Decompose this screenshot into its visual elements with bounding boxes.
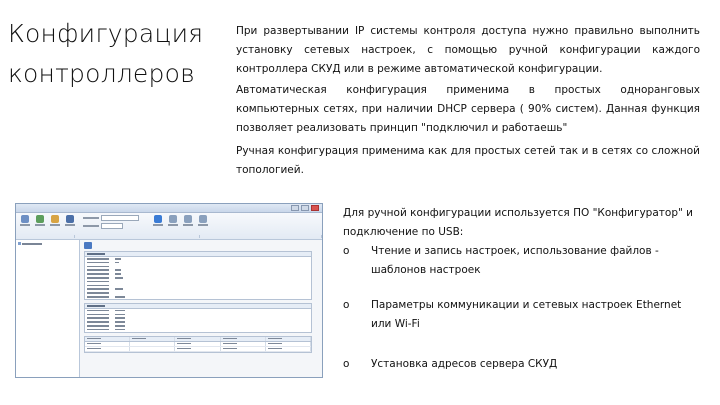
paragraph-auto-config: Автоматическая конфигурация применима в простых одноранговых компьютерных сетях, при наличии DHCP сервера ( 90% систем). Данная функция позволяет реализовать принцип "подключил и работаешь" (236, 84, 700, 134)
ribbon-search-icon (167, 215, 179, 226)
bullet-circle-icon: o (343, 245, 350, 257)
ribbon-groups (16, 235, 322, 238)
manual-config-intro: Для ручной конфигурации используется ПО "Конфигуратор" и подключение по USB: (343, 207, 693, 238)
list-item-text: Параметры коммуникации и сетевых настроек Ethernet или Wi-Fi (371, 299, 682, 330)
intro-text (236, 22, 700, 184)
configurator-app-screenshot (15, 203, 323, 378)
paragraph-network-setup: При развертывании IP системы контроля доступа нужно правильно выполнить установку сетевых настроек, с помощью ручной конфигурации каждого контроллера СКУД или в режиме автоматической конфигурации. (236, 25, 700, 75)
app-ribbon (16, 213, 322, 240)
ribbon-open-icon (49, 215, 61, 226)
list-item (343, 296, 703, 334)
device-tree (16, 240, 80, 378)
minimize-icon (291, 205, 299, 211)
panel-header (84, 242, 318, 249)
ribbon-fields (83, 215, 139, 229)
manual-config-section (343, 204, 703, 374)
ribbon-write-icon (34, 215, 46, 226)
list-item-text: Установка адресов сервера СКУД (371, 358, 558, 370)
device-info-group (84, 251, 312, 300)
ribbon-settings-icon (182, 215, 194, 226)
slide-title-line1: Конфигурация (8, 19, 204, 48)
server-table (84, 336, 312, 353)
ribbon-save-icon (64, 215, 76, 226)
bullet-circle-icon: o (343, 299, 350, 311)
device-tree-item (18, 242, 77, 245)
slide-title (8, 14, 208, 94)
paragraph-manual-config: Ручная конфигурация применима как для простых сетей так и в сетях со сложной топологией. (236, 145, 700, 176)
list-item (343, 242, 703, 280)
app-titlebar (16, 204, 322, 213)
close-icon (311, 205, 319, 211)
feature-list (343, 242, 703, 374)
settings-panel (80, 240, 322, 378)
ribbon-read-icon (19, 215, 31, 226)
app-content (16, 240, 322, 378)
slide-title-line2: контроллеров (8, 59, 195, 88)
list-item-text: Чтение и запись настроек, использование файлов - шаблонов настроек (371, 245, 659, 276)
ribbon-info-icon (197, 215, 209, 226)
ribbon-update-icon (152, 215, 164, 226)
list-item (343, 355, 703, 374)
maximize-icon (301, 205, 309, 211)
bullet-circle-icon: o (343, 358, 350, 370)
network-group (84, 303, 312, 333)
